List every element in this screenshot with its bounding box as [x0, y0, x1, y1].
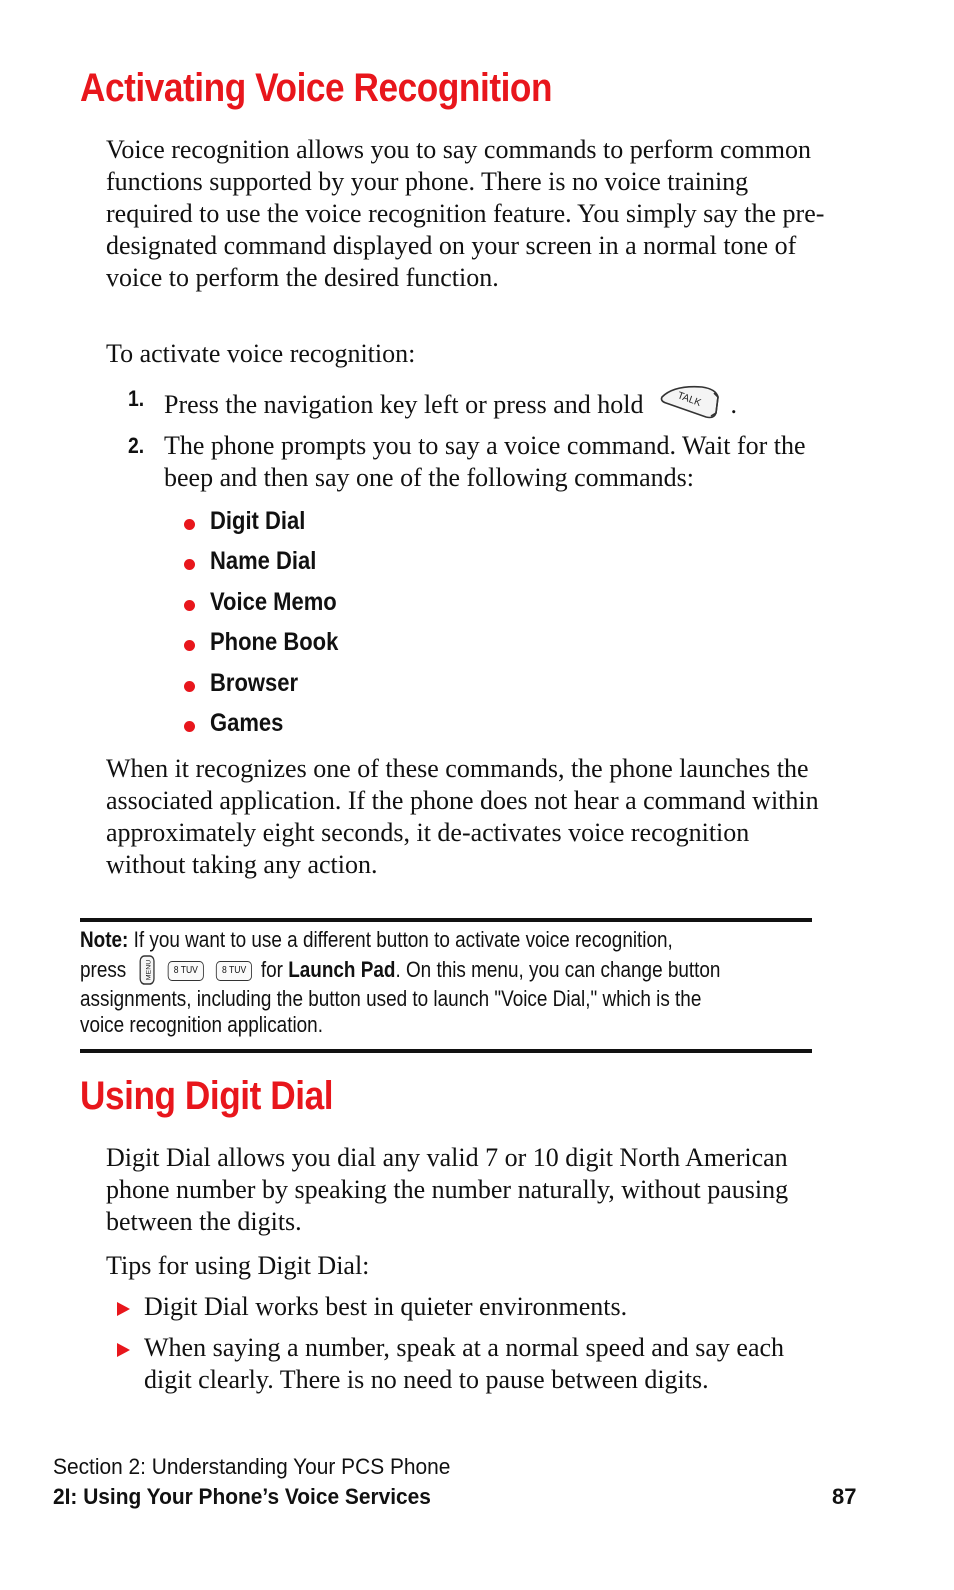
tip-arrow-icon: [117, 1302, 130, 1316]
command-label: Digit Dial: [210, 506, 306, 535]
tips-lead: Tips for using Digit Dial:: [106, 1251, 370, 1280]
section-heading-voice-recognition: Activating Voice Recognition: [80, 66, 553, 110]
digit-dial-intro: Digit Dial allows you dial any valid 7 or 10 digit North American phone number by speaking the number naturally, without pausing between the digits.: [106, 1143, 789, 1236]
lead-text: To activate voice recognition:: [106, 339, 416, 368]
step-1-period: .: [730, 390, 737, 419]
menu-key-icon: [138, 954, 155, 986]
svg-text:TALK: TALK: [675, 390, 703, 409]
tip-item: Digit Dial works best in quieter environments.: [144, 1292, 628, 1321]
footer-section: Section 2: Understanding Your PCS Phone: [53, 1454, 451, 1479]
bullet-dot-icon: [184, 640, 195, 651]
step-2-text: The phone prompts you to say a voice command. Wait for the beep and then say one of the following commands:: [164, 431, 806, 492]
note-bottom-divider: [80, 1049, 812, 1053]
command-item: [184, 503, 318, 539]
footer-chapter: 2I: Using Your Phone’s Voice Services: [53, 1484, 431, 1509]
command-label: Name Dial: [210, 546, 317, 575]
talk-key-icon: [656, 383, 724, 423]
step-number: 2.: [128, 433, 145, 458]
bullet-dot-icon: [184, 519, 195, 530]
page-number: 87: [832, 1484, 857, 1509]
note-press-word: press: [80, 956, 127, 982]
step-1-text: Press the navigation key left or press and hold: [164, 390, 644, 419]
bullet-dot-icon: [184, 721, 195, 732]
note-for-word: for: [260, 956, 283, 982]
note-box: [80, 927, 811, 1039]
step-1: [128, 383, 828, 417]
step-2: [128, 430, 828, 500]
command-item: [184, 584, 354, 620]
command-label: Phone Book: [210, 627, 339, 656]
command-item: [184, 665, 310, 701]
command-label: Games: [210, 708, 284, 737]
launch-pad-label: Launch Pad: [288, 956, 396, 982]
tip-item: When saying a number, speak at a normal speed and say each digit clearly. There is no need to pause between digits.: [144, 1333, 785, 1394]
note-line-2: [80, 954, 811, 986]
note-line-1: [80, 927, 811, 954]
eight-key-icon: 8 TUV: [168, 961, 204, 981]
note-text: If you want to use a different button to activate voice recognition,: [133, 927, 673, 952]
note-text: . On this menu, you can change button: [395, 956, 721, 982]
command-label: Browser: [210, 668, 299, 697]
note-line-4: voice recognition application.: [80, 1012, 323, 1037]
note-top-divider: [80, 918, 812, 922]
command-item: [184, 705, 293, 741]
section-heading-digit-dial: Using Digit Dial: [80, 1074, 334, 1118]
closing-paragraph: When it recognizes one of these commands, the phone launches the associated application. If the phone does not hear a command within approximately eight seconds, it de-activates voice recognition without taking any action.: [106, 754, 819, 879]
intro-paragraph: Voice recognition allows you to say commands to perform common functions supported by your phone. There is no voice training required to use the voice recognition feature. You simply say the pre-designated command displayed on your screen in a normal tone of voice to perform the desired function.: [106, 135, 825, 292]
bullet-dot-icon: [184, 600, 195, 611]
note-label: Note:: [80, 927, 129, 952]
bullet-dot-icon: [184, 681, 195, 692]
command-label: Voice Memo: [210, 587, 337, 616]
command-item: [184, 624, 356, 660]
step-number: 1.: [128, 386, 145, 411]
bullet-dot-icon: [184, 559, 195, 570]
step-text: [164, 383, 824, 423]
command-item: [184, 543, 331, 579]
eight-key-icon: 8 TUV: [216, 961, 252, 981]
tip-arrow-icon: [117, 1343, 130, 1357]
note-line-3: assignments, including the button used to launch "Voice Dial," which is the: [80, 985, 702, 1011]
svg-text:MENU: MENU: [145, 959, 153, 980]
